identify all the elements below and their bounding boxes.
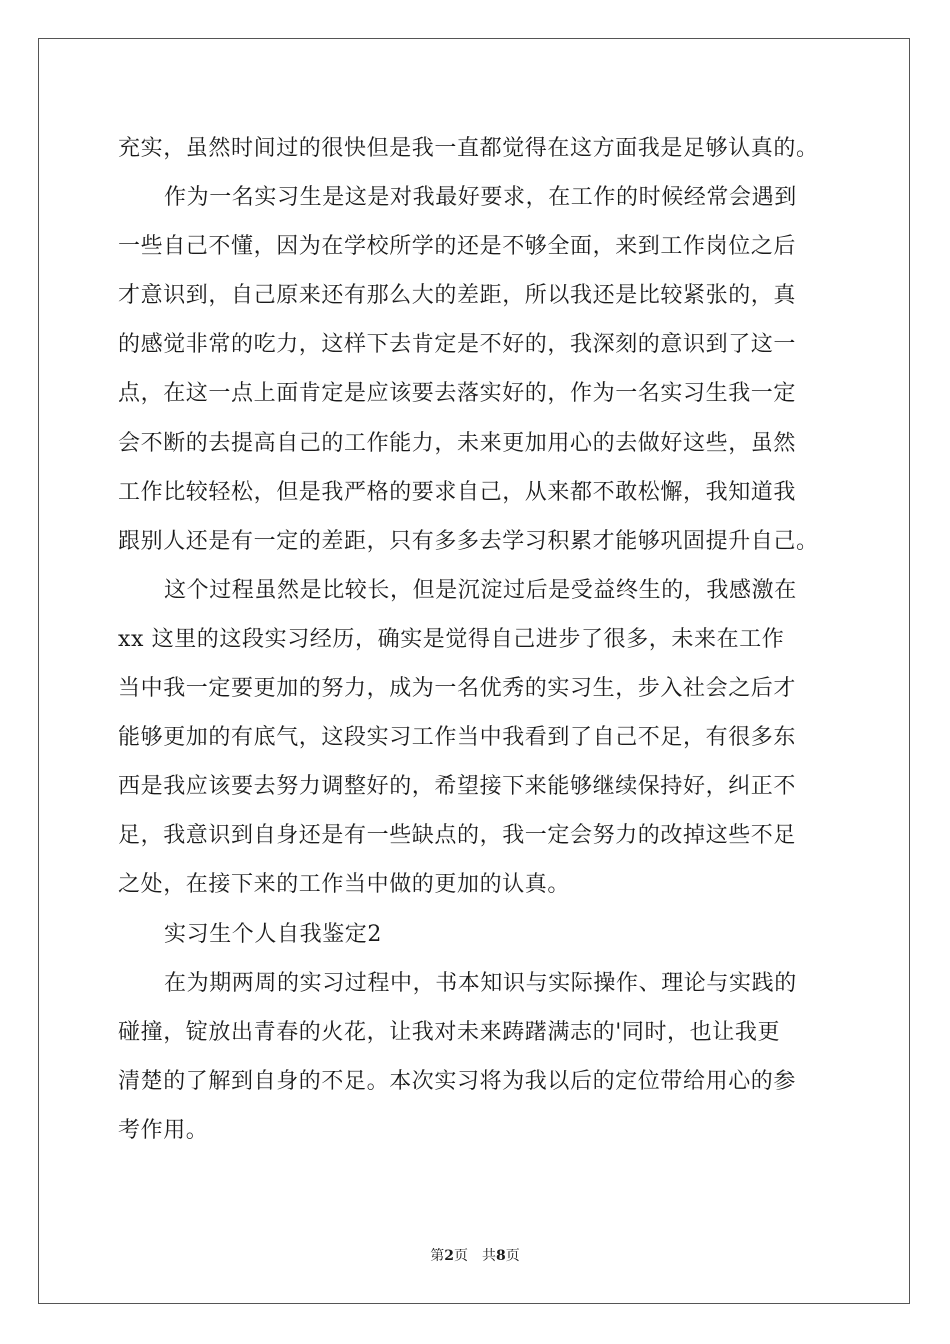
text-line: 工作比较轻松，但是我严格的要求自己，从来都不敢松懈，我知道我 (118, 479, 797, 505)
text-line: 跟别人还是有一定的差距，只有多多去学习积累才能够巩固提升自己。 (118, 528, 819, 554)
text-line: xx 这里的这段实习经历，确实是觉得自己进步了很多，未来在工作 (118, 626, 785, 652)
page-number: 2 (444, 1248, 454, 1264)
text-line: 足，我意识到自身还是有一些缺点的，我一定会努力的改掉这些不足 (118, 823, 797, 849)
document-body (118, 124, 834, 1155)
section-heading: 实习生个人自我鉴定2 (164, 921, 382, 947)
text-line: 这个过程虽然是比较长，但是沉淀过后是受益终生的，我感激在 (164, 577, 797, 603)
total-suffix: 页 (505, 1248, 520, 1264)
text-line: 考作用。 (118, 1117, 209, 1143)
text-line: 才意识到，自己原来还有那么大的差距，所以我还是比较紧张的，真 (118, 283, 797, 309)
text-line: 一些自己不懂，因为在学校所学的还是不够全面，来到工作岗位之后 (118, 234, 797, 260)
page-suffix: 页 (454, 1248, 468, 1264)
total-pages: 8 (496, 1248, 506, 1264)
text-line: 点，在这一点上面肯定是应该要去落实好的，作为一名实习生我一定 (118, 381, 797, 407)
text-line: 在为期两周的实习过程中，书本知识与实际操作、理论与实践的 (164, 970, 797, 996)
text-line: 会不断的去提高自己的工作能力，未来更加用心的去做好这些，虽然 (118, 430, 797, 456)
total-prefix: 共 (482, 1248, 496, 1264)
text-line: 能够更加的有底气，这段实习工作当中我看到了自己不足，有很多东 (118, 725, 797, 751)
text-line: 之处，在接下来的工作当中做的更加的认真。 (118, 872, 571, 898)
page-footer (0, 1247, 950, 1265)
page-prefix: 第 (430, 1248, 445, 1264)
text-line: 清楚的了解到自身的不足。本次实习将为我以后的定位带给用心的参 (118, 1068, 797, 1094)
text-line: 碰撞，锭放出青春的火花，让我对未来踌躇满志的'同时，也让我更 (118, 1019, 781, 1045)
text-line: 充实，虽然时间过的很快但是我一直都觉得在这方面我是足够认真的。 (118, 136, 819, 161)
text-line: 的感觉非常的吃力，这样下去肯定是不好的，我深刻的意识到了这一 (118, 332, 797, 358)
text-line: 当中我一定要更加的努力，成为一名优秀的实习生，步入社会之后才 (118, 676, 797, 702)
text-line: 西是我应该要去努力调整好的，希望接下来能够继续保持好，纠正不 (118, 774, 797, 800)
text-line: 作为一名实习生是这是对我最好要求，在工作的时候经常会遇到 (164, 185, 797, 211)
